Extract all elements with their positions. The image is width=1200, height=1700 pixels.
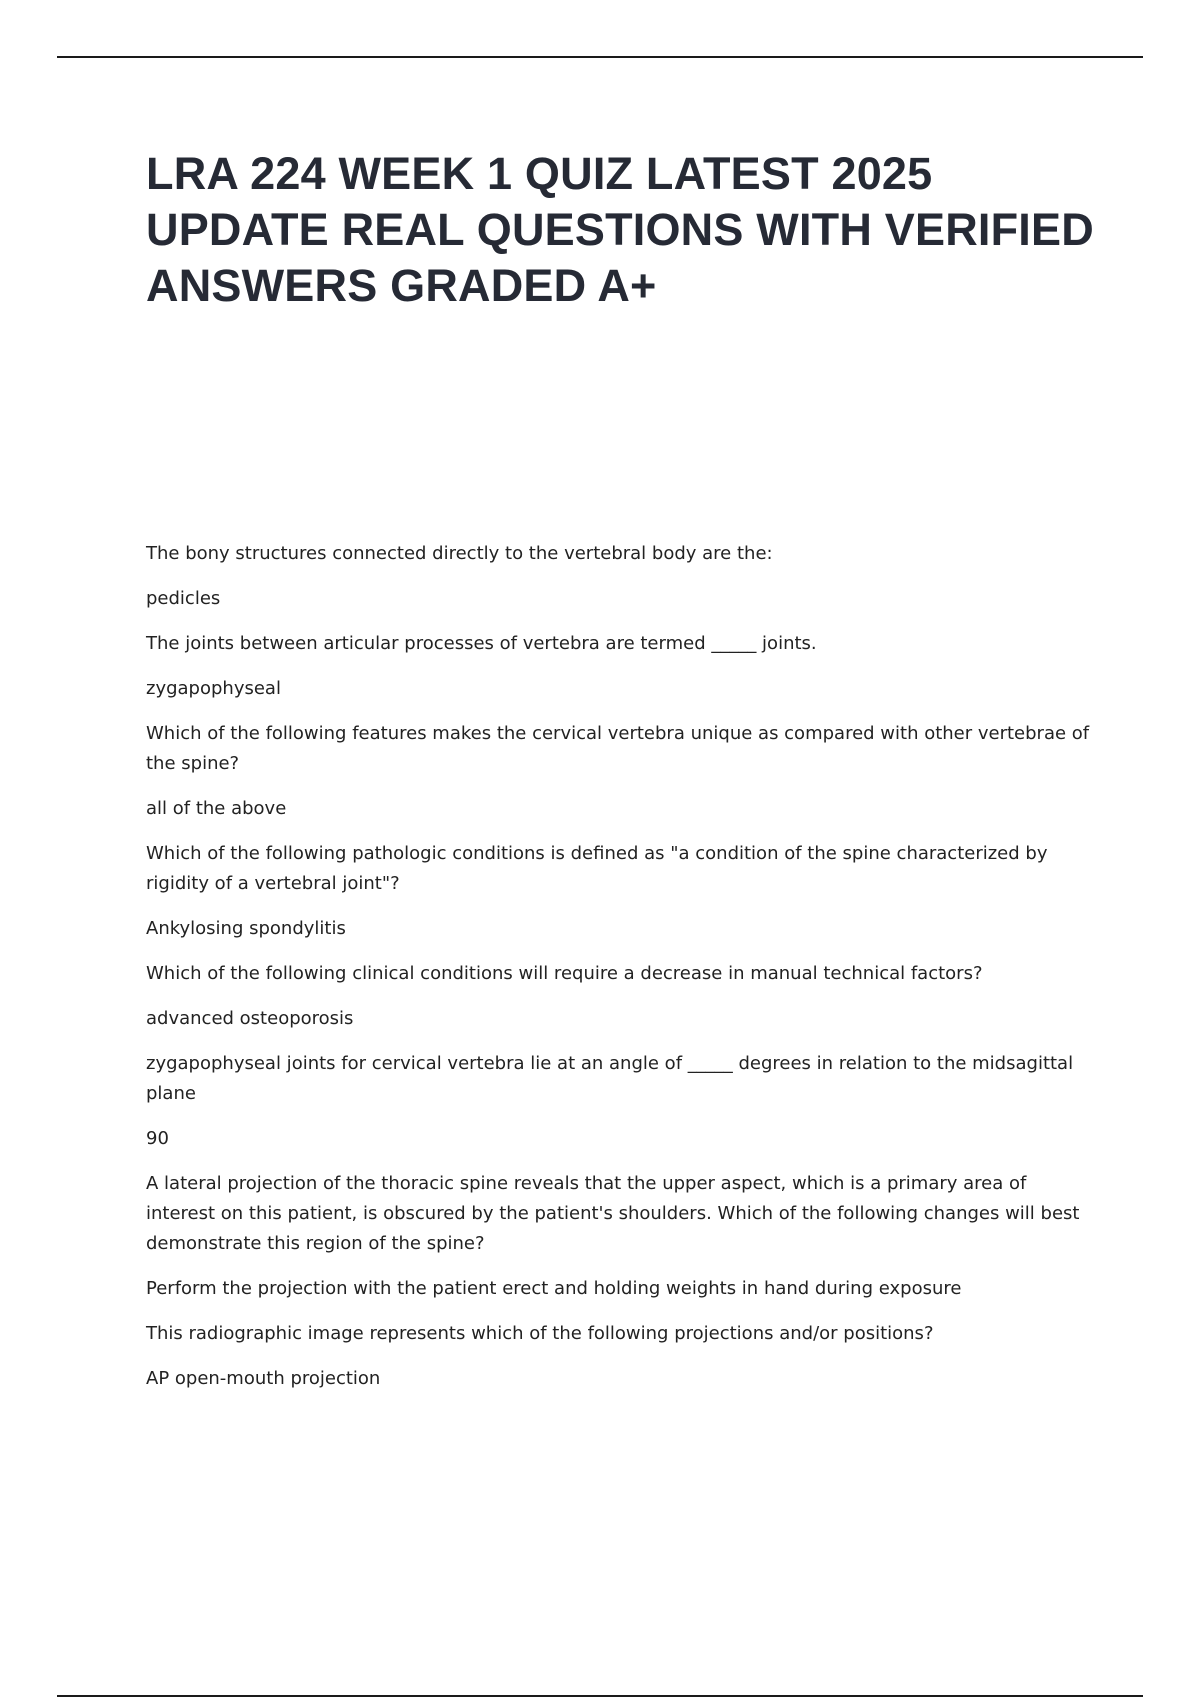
question-6: zygapophyseal joints for cervical vertebra lie at an angle of _____ degrees in relation to the midsagittal plane — [146, 1053, 1074, 1104]
question-5: Which of the following clinical conditions will require a decrease in manual technical factors? — [146, 963, 983, 984]
answer-8: AP open-mouth projection — [146, 1368, 381, 1389]
answer-2: zygapophyseal — [146, 678, 281, 699]
qa-list — [146, 539, 1096, 1409]
question-7: A lateral projection of the thoracic spine reveals that the upper aspect, which is a primary area of interest on this patient, is obscured by the patient's shoulders. Which of the following changes will best demonstrate this region of the spine? — [146, 1173, 1080, 1254]
question-3: Which of the following features makes the cervical vertebra unique as compared with other vertebrae of the spine? — [146, 723, 1090, 774]
question-4: Which of the following pathologic conditions is defined as "a condition of the spine characterized by rigidity of a vertebral joint"? — [146, 843, 1048, 894]
answer-5: advanced osteoporosis — [146, 1008, 354, 1029]
question-2: The joints between articular processes of vertebra are termed _____ joints. — [146, 633, 817, 654]
answer-7: Perform the projection with the patient erect and holding weights in hand during exposure — [146, 1278, 962, 1299]
bottom-divider — [57, 1695, 1143, 1697]
document-title: LRA 224 WEEK 1 QUIZ LATEST 2025 UPDATE REAL QUESTIONS WITH VERIFIED ANSWERS GRADED A+ — [146, 148, 1094, 311]
answer-3: all of the above — [146, 798, 287, 819]
question-8: This radiographic image represents which of the following projections and/or positions? — [146, 1323, 934, 1344]
top-divider — [57, 56, 1143, 58]
answer-6: 90 — [146, 1128, 169, 1149]
question-1: The bony structures connected directly to the vertebral body are the: — [146, 543, 773, 564]
answer-1: pedicles — [146, 588, 221, 609]
answer-4: Ankylosing spondylitis — [146, 918, 346, 939]
